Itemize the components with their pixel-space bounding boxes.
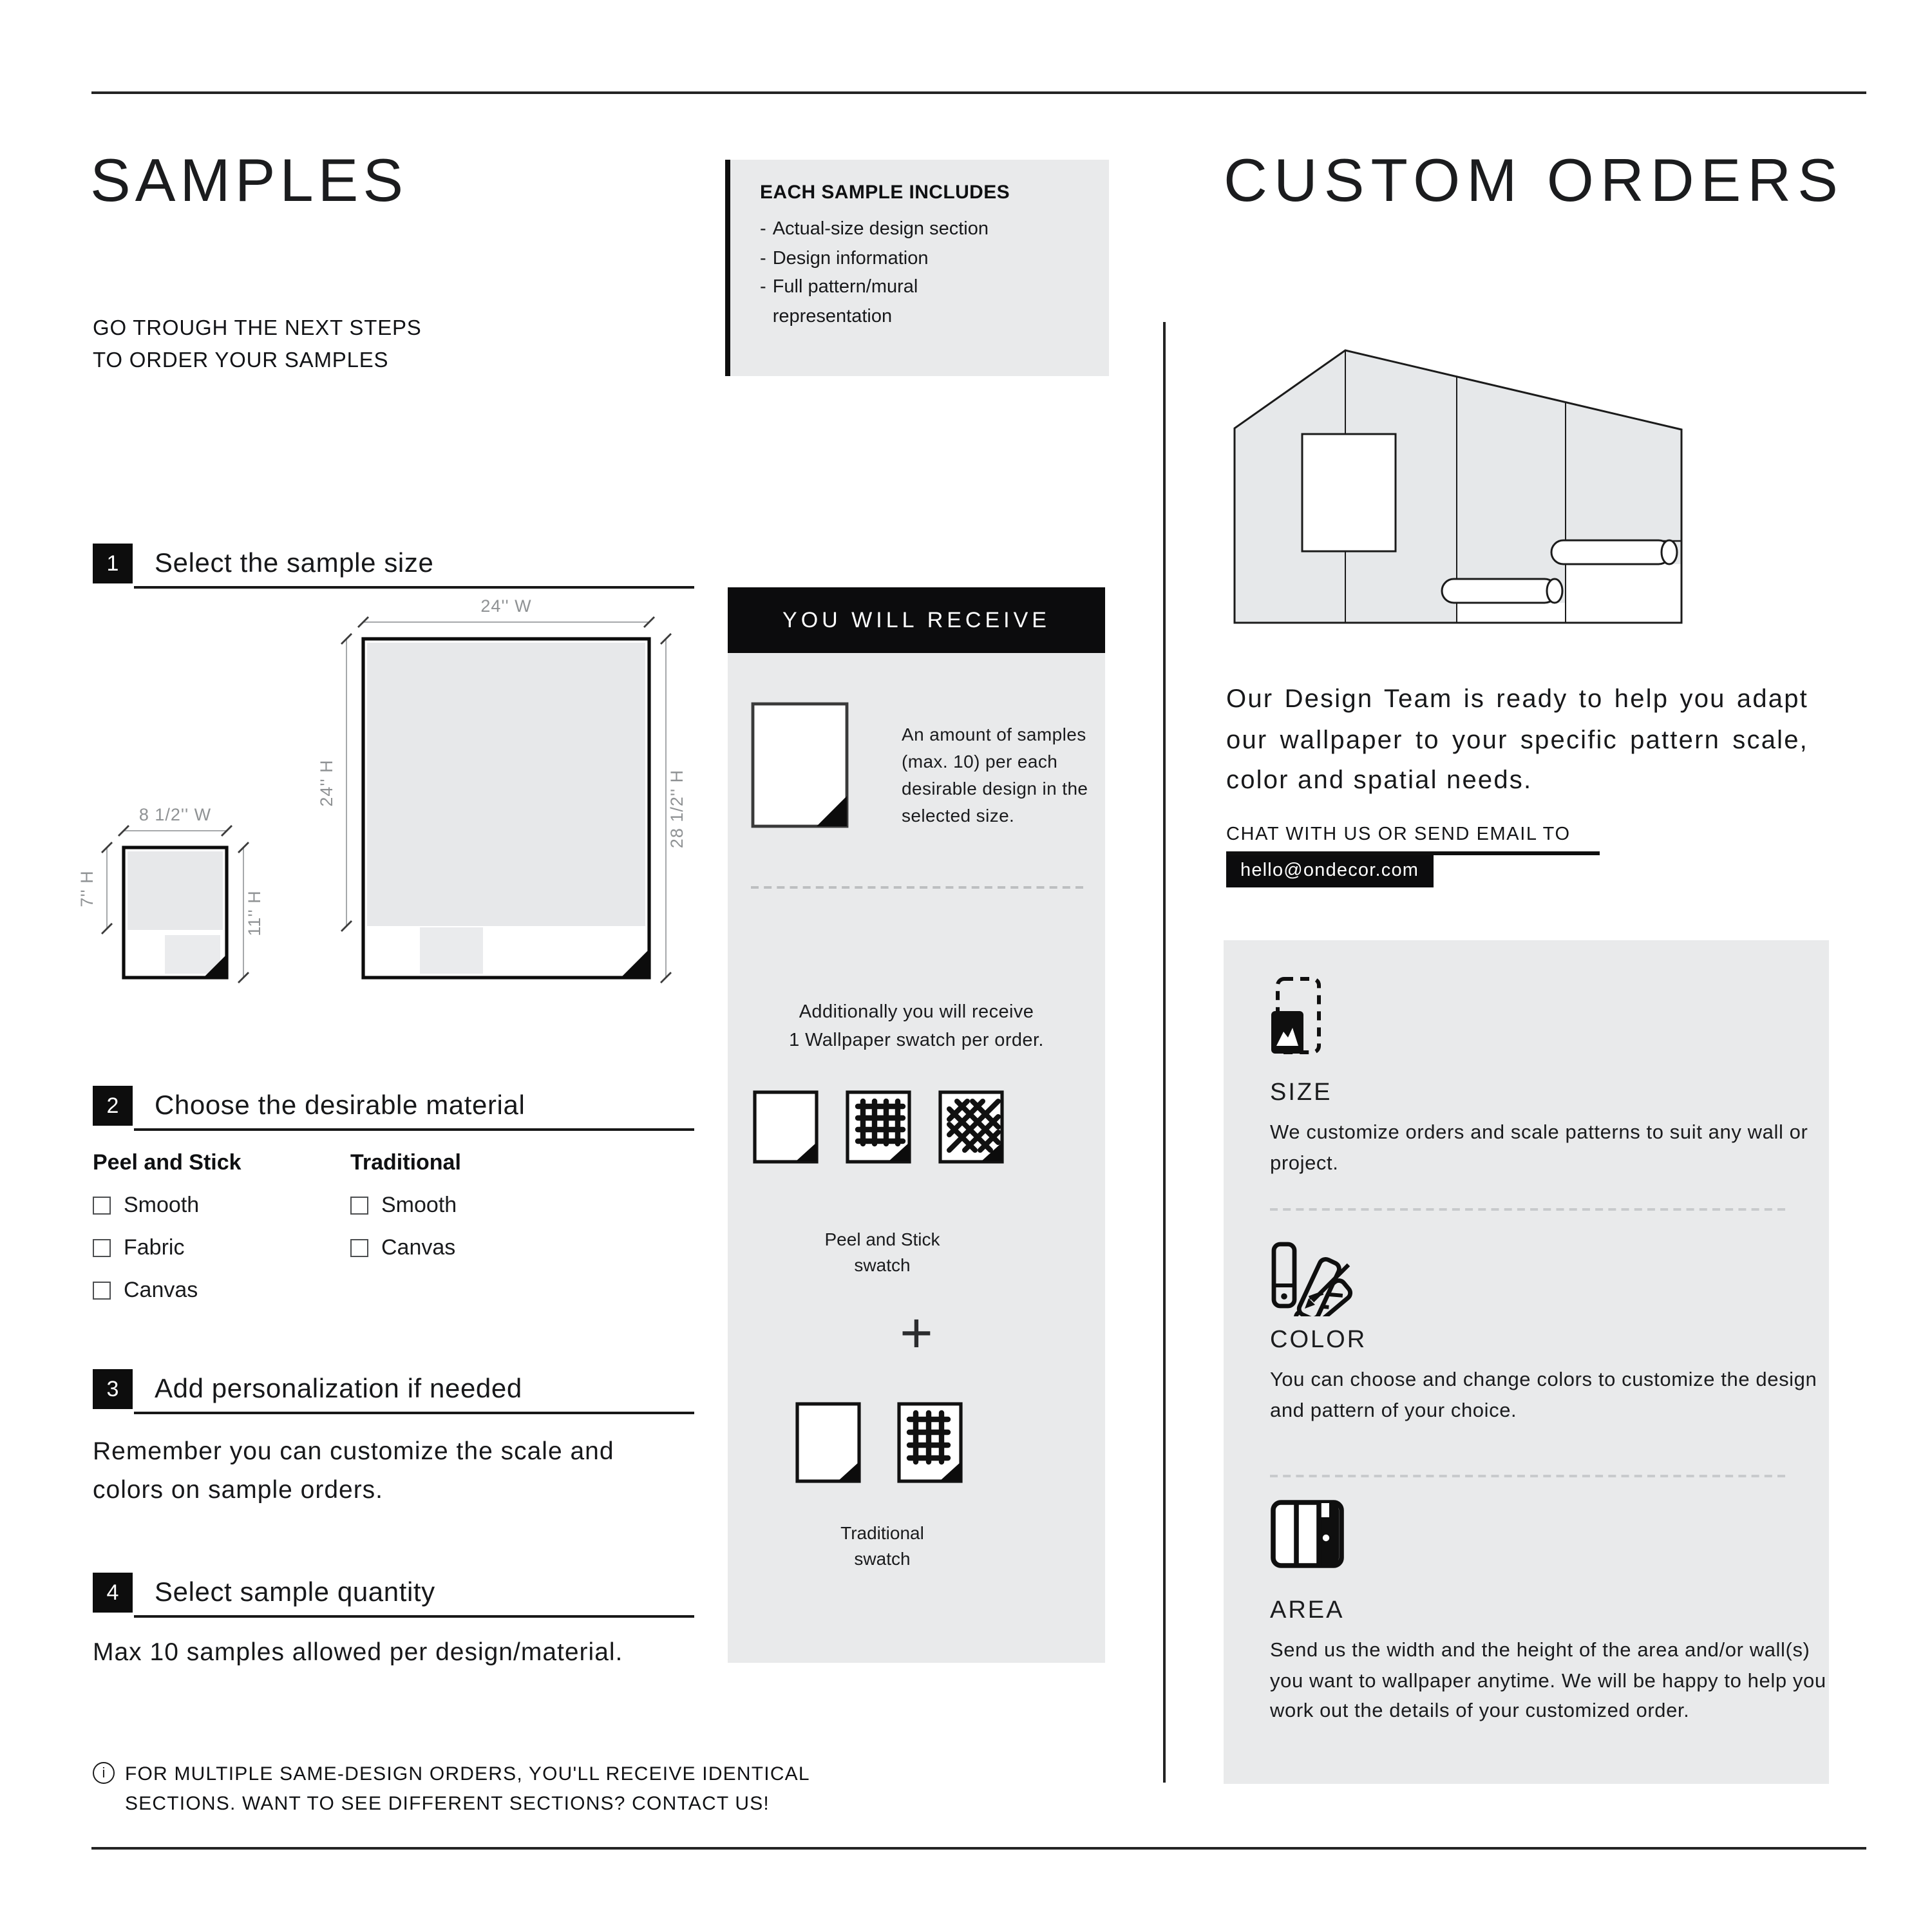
bullet-dash: - [760, 277, 766, 298]
checkbox-icon [350, 1239, 368, 1257]
step-number-badge: 4 [93, 1573, 133, 1613]
checkbox-icon [93, 1197, 111, 1215]
small-sample-figure [77, 805, 264, 983]
step-title: Choose the desirable material [155, 1091, 526, 1121]
large-height-left-label: 24'' H [317, 759, 336, 807]
includes-item [760, 273, 1018, 331]
feature-body-size: We customize orders and scale patterns to suit any wall or project. [1270, 1122, 1808, 1175]
step-1-header [93, 544, 694, 590]
samples-page-title: SAMPLES [90, 146, 408, 214]
feature-title-size: SIZE [1270, 1079, 1332, 1106]
top-rule [91, 91, 1866, 94]
step-3-body: Remember you can customize the scale and colors on sample orders. [93, 1437, 614, 1505]
includes-item [760, 244, 1083, 273]
step-underline [134, 1128, 694, 1131]
bullet-dash: - [760, 248, 766, 269]
includes-item-text: Design information [772, 248, 929, 269]
dashed-divider [1270, 1475, 1785, 1477]
footnote-line1: FOR MULTIPLE SAME-DESIGN ORDERS, YOU'LL RECEIVE IDENTICAL [125, 1763, 810, 1785]
includes-item-text: Full pattern/mural representation [772, 277, 918, 327]
material-column-peel-and-stick [93, 1150, 337, 1303]
material-title: Peel and Stick [93, 1150, 242, 1175]
material-option-label: Canvas [381, 1235, 456, 1260]
wallpaper-roll-icon [1551, 540, 1681, 564]
material-column-traditional [350, 1150, 595, 1261]
peel-swatch-caption [728, 1226, 1037, 1278]
receive-description: An amount of samples (max. 10) per each desirable design in the selected size. [902, 724, 1088, 826]
small-height-left-label: 7'' H [77, 870, 97, 907]
checkbox-icon [350, 1197, 368, 1215]
footnote-text [125, 1759, 891, 1819]
traditional-swatch-grid-icon [896, 1401, 963, 1484]
traditional-swatch-plain-icon [795, 1401, 862, 1484]
step-4-header [93, 1573, 694, 1619]
small-height-right-label: 11'' H [245, 890, 264, 936]
plus-sign: + [900, 1302, 933, 1365]
additional-note-line2: 1 Wallpaper swatch per order. [789, 1030, 1044, 1051]
large-width-label: 24'' W [480, 596, 532, 616]
material-option-label: Canvas [124, 1278, 198, 1302]
traditional-caption-line2: swatch [854, 1548, 911, 1569]
peel-caption-line1: Peel and Stick [824, 1229, 940, 1249]
color-swatches-icon [1270, 1236, 1358, 1316]
peel-swatch-canvas-crosshatch-icon [938, 1090, 1005, 1164]
sample-page-icon [751, 702, 849, 828]
step-underline [134, 586, 694, 589]
area-wall-icon [1270, 1499, 1345, 1569]
material-option-label: Smooth [124, 1193, 200, 1217]
each-sample-includes-box [725, 160, 1109, 376]
peel-caption-line2: swatch [854, 1255, 911, 1276]
traditional-swatch-caption [728, 1520, 1037, 1572]
step-3-header [93, 1369, 694, 1416]
size-crop-icon [1270, 976, 1321, 1056]
feature-title-area: AREA [1270, 1597, 1345, 1624]
you-will-receive-header: YOU WILL RECEIVE [728, 587, 1105, 653]
includes-item [760, 215, 1083, 244]
footnote [93, 1759, 891, 1819]
step-number-badge: 1 [93, 544, 133, 583]
step-underline [134, 1615, 694, 1618]
bullet-dash: - [760, 219, 766, 240]
feature-title-color: COLOR [1270, 1327, 1367, 1354]
peel-swatch-plain-icon [752, 1090, 819, 1164]
large-sample-figure [317, 596, 687, 983]
samples-subtitle-line1: GO TROUGH THE NEXT STEPS [93, 317, 422, 340]
window [1302, 434, 1396, 551]
custom-orders-page-title: CUSTOM ORDERS [1224, 146, 1844, 214]
large-height-right-label: 28 1/2'' H [667, 769, 687, 849]
email-badge: hello@ondecor.com [1226, 855, 1433, 887]
material-option-label: Smooth [381, 1193, 457, 1217]
material-option [93, 1235, 337, 1261]
feature-body-color: You can choose and change colors to customize the design and pattern of your choice. [1270, 1369, 1817, 1422]
sample-size-diagram [75, 595, 699, 1007]
info-icon: i [93, 1762, 115, 1784]
custom-intro: Our Design Team is ready to help you adapt our wallpaper to your specific pattern scale, color and spatial needs. [1226, 685, 1808, 795]
material-option [350, 1193, 595, 1218]
wallpaper-roll-icon [1442, 579, 1562, 603]
checkbox-icon [93, 1239, 111, 1257]
peel-swatch-fabric-grid-icon [845, 1090, 912, 1164]
feature-body-area: Send us the width and the height of the area and/or wall(s) you want to wallpaper anytime. We will be happy to help you work out the details of your customized order. [1270, 1640, 1826, 1723]
additional-note [728, 999, 1105, 1056]
footnote-line2: SECTIONS. WANT TO SEE DIFFERENT SECTIONS? CONTACT US! [125, 1793, 770, 1815]
material-option-label: Fabric [124, 1235, 185, 1260]
material-option [93, 1193, 337, 1218]
step-title: Select the sample size [155, 549, 434, 578]
material-option [93, 1278, 337, 1303]
bottom-rule [91, 1847, 1866, 1850]
step-4-body: Max 10 samples allowed per design/material. [93, 1638, 623, 1667]
house-wallpaper-illustration [1218, 325, 1723, 634]
includes-item-text: Actual-size design section [772, 219, 989, 240]
email-badge-wrap [1226, 855, 1433, 887]
step-underline [134, 1412, 694, 1414]
material-title: Traditional [350, 1150, 461, 1175]
chat-label: CHAT WITH US OR SEND EMAIL TO [1226, 824, 1571, 845]
column-divider [1163, 322, 1166, 1783]
step-title: Select sample quantity [155, 1578, 435, 1607]
checkbox-icon [93, 1282, 111, 1300]
samples-subtitle [93, 313, 422, 377]
small-width-label: 8 1/2'' W [138, 805, 212, 824]
step-number-badge: 2 [93, 1086, 133, 1126]
dashed-divider [1270, 1208, 1785, 1211]
traditional-caption-line1: Traditional [840, 1522, 924, 1543]
step-title: Add personalization if needed [155, 1374, 522, 1404]
dashed-divider [751, 886, 1083, 889]
includes-title: EACH SAMPLE INCLUDES [760, 182, 1010, 204]
material-option [350, 1235, 595, 1261]
samples-subtitle-line2: TO ORDER YOUR SAMPLES [93, 348, 389, 372]
additional-note-line1: Additionally you will receive [799, 1002, 1034, 1023]
step-number-badge: 3 [93, 1369, 133, 1409]
step-2-header [93, 1086, 694, 1132]
